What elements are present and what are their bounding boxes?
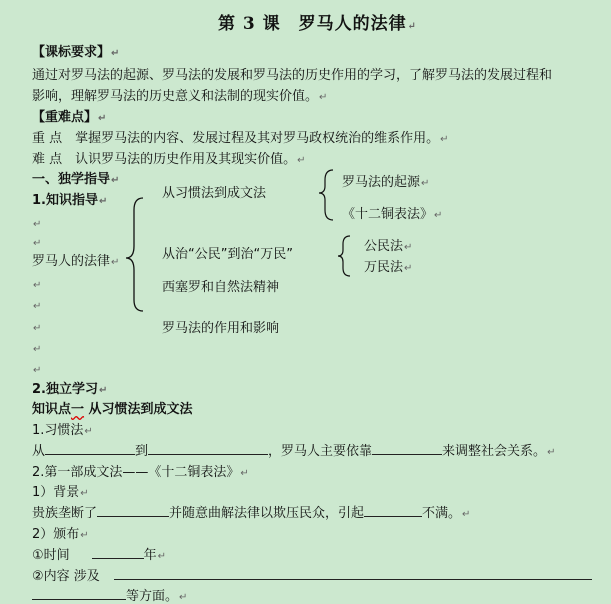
diagram-branch-2: 从治“公民”到治“万民”: [162, 247, 293, 262]
q1-fill-line: 从 到 ，罗马人主要依靠 来调整社会关系。↵: [32, 444, 556, 459]
blank[interactable]: [372, 442, 442, 455]
q2-background-line: 贵族垄断了 并随意曲解法律以欺压民众，引起 不满。↵: [32, 506, 471, 521]
brace-branch-2: [338, 236, 350, 276]
knowledge-point-1: 知识点一 从习惯法到成文法: [32, 402, 193, 417]
zhongnan-heading: 【重难点】↵: [32, 110, 107, 125]
brace-branch-1: [319, 170, 333, 220]
diagram-branch-1-sub-1: 罗马法的起源↵: [342, 175, 430, 190]
kebiao-line-1: 通过对罗马法的起源、罗马法的发展和罗马法的历史作用的学习，了解罗马法的发展过程和: [32, 68, 553, 83]
section-1-heading: 一、独学指导↵: [32, 172, 120, 187]
diagram-branch-1: 从习惯法到成文法: [162, 186, 267, 201]
q2-heading: 2.第一部成文法——《十二铜表法》↵: [32, 465, 249, 480]
empty-line-mark: ↵: [33, 238, 42, 249]
q2-time-line: ①时间 年↵: [32, 548, 167, 563]
blank[interactable]: [148, 442, 268, 455]
diagram-root: 罗马人的法律↵: [32, 254, 120, 269]
blank[interactable]: [45, 442, 135, 455]
blank[interactable]: [97, 504, 169, 517]
q2-promulgate-label: 2）颁布↵: [32, 527, 89, 542]
blank[interactable]: [114, 567, 592, 580]
diagram-branch-3: 西塞罗和自然法精神: [162, 280, 280, 295]
blank[interactable]: [92, 546, 144, 559]
diagram-branch-2-sub-1: 公民法↵: [364, 239, 413, 254]
sub-1-heading: 1.知识指导↵: [32, 193, 108, 208]
q1-heading: 1.习惯法↵: [32, 423, 93, 438]
diagram-branch-2-sub-2: 万民法↵: [364, 260, 413, 275]
diagram-branch-4: 罗马法的作用和影响: [162, 321, 280, 336]
q2-content-line-2: 等方面。↵: [32, 585, 187, 604]
page-title: 第 3 课 罗马人的法律↵: [218, 14, 418, 34]
empty-line-mark: ↵: [33, 280, 42, 291]
nandian-line: 难 点 认识罗马法的历史作用及其现实价值。↵: [32, 152, 306, 167]
empty-line-mark: ↵: [33, 344, 42, 355]
q2-content-line: ②内容 涉及: [32, 565, 592, 584]
empty-line-mark: ↵: [33, 365, 42, 376]
empty-line-mark: ↵: [33, 301, 42, 312]
q2-background-label: 1）背景↵: [32, 485, 89, 500]
diagram-branch-1-sub-2: 《十二铜表法》↵: [342, 207, 443, 222]
zhongdian-line: 重 点 掌握罗马法的内容、发展过程及其对罗马政权统治的维系作用。↵: [32, 131, 449, 146]
sub-2-heading: 2.独立学习↵: [32, 382, 108, 397]
blank[interactable]: [32, 587, 126, 600]
empty-line-mark: ↵: [33, 219, 42, 230]
kebiao-line-2: 影响，理解罗马法的历史意义和法制的现实价值。↵: [32, 89, 328, 104]
blank[interactable]: [364, 504, 422, 517]
empty-line-mark: ↵: [33, 323, 42, 334]
kebiao-heading: 【课标要求】↵: [32, 45, 120, 60]
main-brace: [126, 198, 143, 311]
